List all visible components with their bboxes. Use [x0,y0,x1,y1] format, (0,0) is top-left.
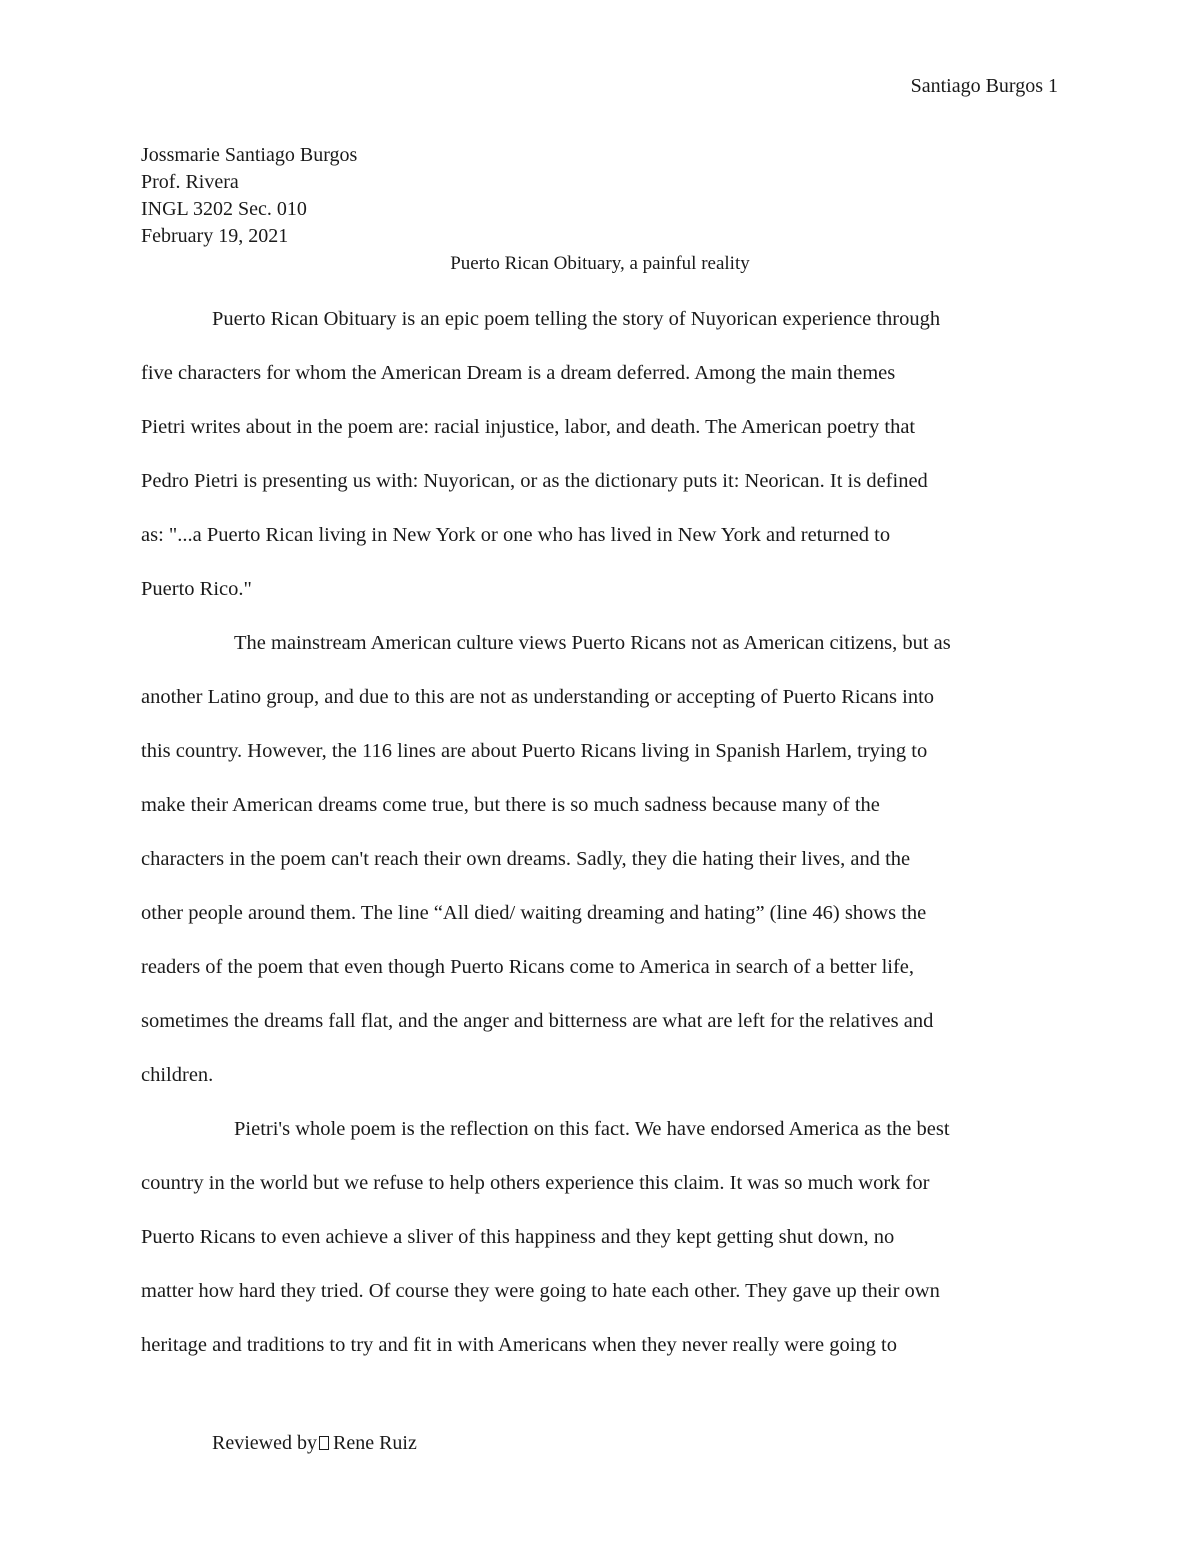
body-line: make their American dreams come true, but there is so much sadness because many of the [141,794,880,816]
reviewed-by-footer [212,1429,417,1457]
body-line: country in the world but we refuse to help others experience this claim. It was so much work for [141,1172,930,1194]
body-line: matter how hard they tried. Of course they were going to hate each other. They gave up their own [141,1280,940,1302]
body-line: Puerto Rico." [141,578,252,600]
body-line: readers of the poem that even though Puerto Ricans come to America in search of a better life, [141,956,915,978]
body-line: as: "...a Puerto Rican living in New York or one who has lived in New York and returned to [141,524,891,546]
body-line: Pietri writes about in the poem are: racial injustice, labor, and death. The American poetry that [141,416,916,438]
essay-date: February 19, 2021 [141,225,289,247]
body-line: heritage and traditions to try and fit in with Americans when they never really were going to [141,1334,897,1356]
reviewed-label: Reviewed by [212,1432,317,1454]
essay-title: Puerto Rican Obituary, a painful reality [450,253,750,274]
body-line: other people around them. The line “All died/ waiting dreaming and hating” (line 46) shows the [141,902,927,924]
body-line: sometimes the dreams fall flat, and the anger and bitterness are what are left for the relatives and [141,1010,934,1032]
body-line: The mainstream American culture views Puerto Ricans not as American citizens, but as [234,632,951,654]
missing-glyph-icon [319,1436,329,1450]
body-line: five characters for whom the American Dream is a dream deferred. Among the main themes [141,362,896,384]
professor-name: Prof. Rivera [141,171,239,193]
body-line: Puerto Ricans to even achieve a sliver of this happiness and they kept getting shut down, no [141,1226,895,1248]
body-line: this country. However, the 116 lines are about Puerto Ricans living in Spanish Harlem, trying to [141,740,928,762]
author-name: Jossmarie Santiago Burgos [141,144,358,166]
mla-heading-block [141,142,357,250]
body-line: Pedro Pietri is presenting us with: Nuyorican, or as the dictionary puts it: Neorican. It is defined [141,470,928,492]
reviewer-name: Rene Ruiz [332,1432,417,1454]
body-line: Puerto Rican Obituary is an epic poem telling the story of Nuyorican experience through [212,308,941,330]
body-line: characters in the poem can't reach their own dreams. Sadly, they die hating their lives, and the [141,848,911,870]
running-header: Santiago Burgos 1 [910,75,1058,97]
body-line: children. [141,1064,214,1086]
body-line: Pietri's whole poem is the reflection on this fact. We have endorsed America as the best [234,1118,950,1140]
body-line: another Latino group, and due to this are not as understanding or accepting of Puerto Ricans into [141,686,935,708]
course-info: INGL 3202 Sec. 010 [141,198,307,220]
